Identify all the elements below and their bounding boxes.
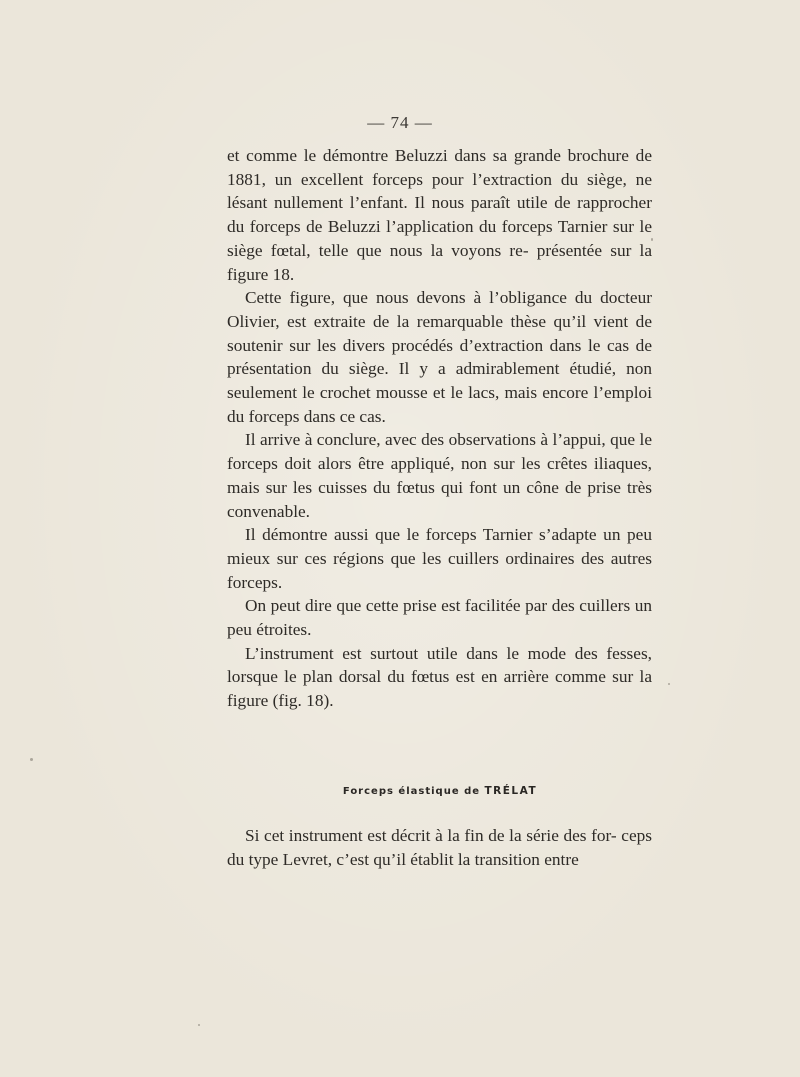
paragraph-3: Il arrive à conclure, avec des observations à l’appui, que le forceps doit alors être appliqué, non sur les crêtes iliaques, mais sur les cuisses du fœtus qui font un cône de prise très convenable. [227, 430, 652, 521]
paragraph-2: Cette figure, que nous devons à l’obligance du docteur Olivier, est extraite de la remarquable thèse qu’il vient de soutenir sur les divers procédés d’extraction dans le cas de présentation du siège. Il y a admirablement étudié, non seulement le crochet mousse et le lacs, mais encore l’emploi du forceps dans ce cas. [227, 288, 652, 426]
paragraph-1: et comme le démontre Beluzzi dans sa grande brochure de 1881, un excellent forceps pour l’extraction du siège, ne lésant nullement l’enfant. Il nous paraît utile de rapprocher du forceps de Beluzzi l’application du forceps Tarnier sur le siège fœtal, telle que nous la voyons re- présentée sur la figure 18. [227, 146, 652, 284]
section-heading-prefix: Forceps élastique de [342, 786, 481, 797]
page-number: — 74 — [367, 113, 433, 132]
paper-speck [30, 758, 33, 761]
paper-speck [651, 238, 653, 241]
paragraph-6: L’instrument est surtout utile dans le mode des fesses, lorsque le plan dorsal du fœtus est en arrière comme sur la figure (fig. 18). [227, 643, 652, 711]
section-heading-name: TRÉLAT [484, 785, 538, 797]
section-heading [0, 785, 800, 797]
body-text [227, 144, 652, 713]
paragraph-5: On peut dire que cette prise est facilitée par des cuillers un peu étroites. [227, 596, 652, 640]
paper-speck [668, 683, 670, 685]
paragraph-7: Si cet instrument est décrit à la fin de la série des for- ceps du type Levret, c’est qu’il établit la transition entre [227, 826, 652, 869]
final-text [227, 824, 652, 872]
paper-speck [198, 1024, 200, 1026]
paragraph-4: Il démontre aussi que le forceps Tarnier s’adapte un peu mieux sur ces régions que les cuillers ordinaires des autres forceps. [227, 525, 652, 592]
